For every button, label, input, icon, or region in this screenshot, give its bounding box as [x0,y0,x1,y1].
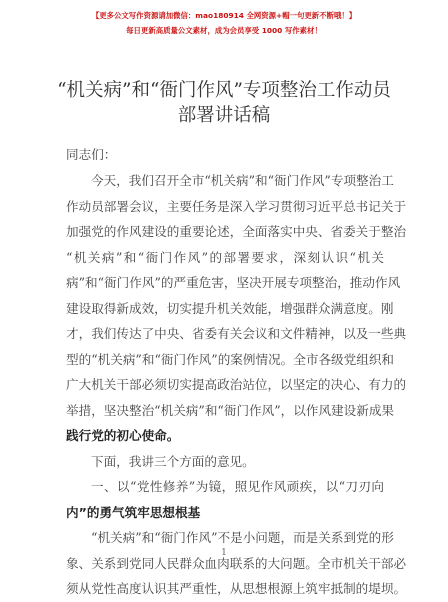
body-line: 型的“机关病”和“衙门作风”的案例情况。全市各级党组织和 [66,351,395,367]
body-line: 作动员部署会议，主要任务是深入学习贯彻习近平总书记关于 [66,198,407,214]
body-line: “机关病”和“衙门作风”不是小问题，而是关系到党的形 [91,530,394,545]
section-heading-line-2: 内”的勇气筑牢思想根基 [66,504,201,520]
page-number: 1 [221,548,227,558]
body-line: 举措，坚决整治“机关病”和“衙门作风”，以作风建设新成果 [66,402,395,418]
body-line: 须从党性高度认识其严重性，从思想根源上筑牢抵制的堤坝。 [66,581,407,596]
body-line: 病”和“衙门作风”的严重危害，坚决开展专项整治，推动作风 [66,275,401,290]
body-line: 象、关系到党同人民群众血肉联系的大问题。全市机关干部必 [66,555,407,571]
body-line-emphasis: 践行党的初心使命。 [66,428,180,443]
promo-banner-line-1: 【更多公文写作资源请加微信：mao180914 全网资源+帽一句更新不断哦！】 [91,11,357,20]
greeting: 同志们： [66,147,117,162]
body-line: 广大机关干部必须切实提高政治站位，以坚定的决心、有力的 [66,377,407,392]
document-title-line-1: “机关病”和“衙门作风”专项整治工作动员 [57,80,391,101]
body-line: 下面，我讲三个方面的意见。 [91,453,255,469]
promo-banner-line-2: 每日更新高质量公文素材，成为会员享受 1000 写作素材！ [126,26,322,35]
section-heading-line-1: 一、以“党性修养”为镜，照见作风顽疾，以“刀刃向 [91,479,384,494]
document-title-line-2: 部署讲话稿 [177,105,271,126]
body-line: 今天，我们召开全市“机关病”和“衙门作风”专项整治工 [91,173,394,188]
body-line: 加强党的作风建设的重要论述，全面落实中央、省委关于整治 [66,224,407,239]
body-line: 建设取得新成效，切实提升机关效能，增强群众满意度。刚 [66,300,394,316]
document-body [66,168,407,602]
body-line: “机关病”和“衙门作风”的部署要求，深刻认识“机关 [66,249,384,265]
body-line: 才，我们传达了中央、省委有关会议和文件精神，以及一些典 [66,326,407,341]
